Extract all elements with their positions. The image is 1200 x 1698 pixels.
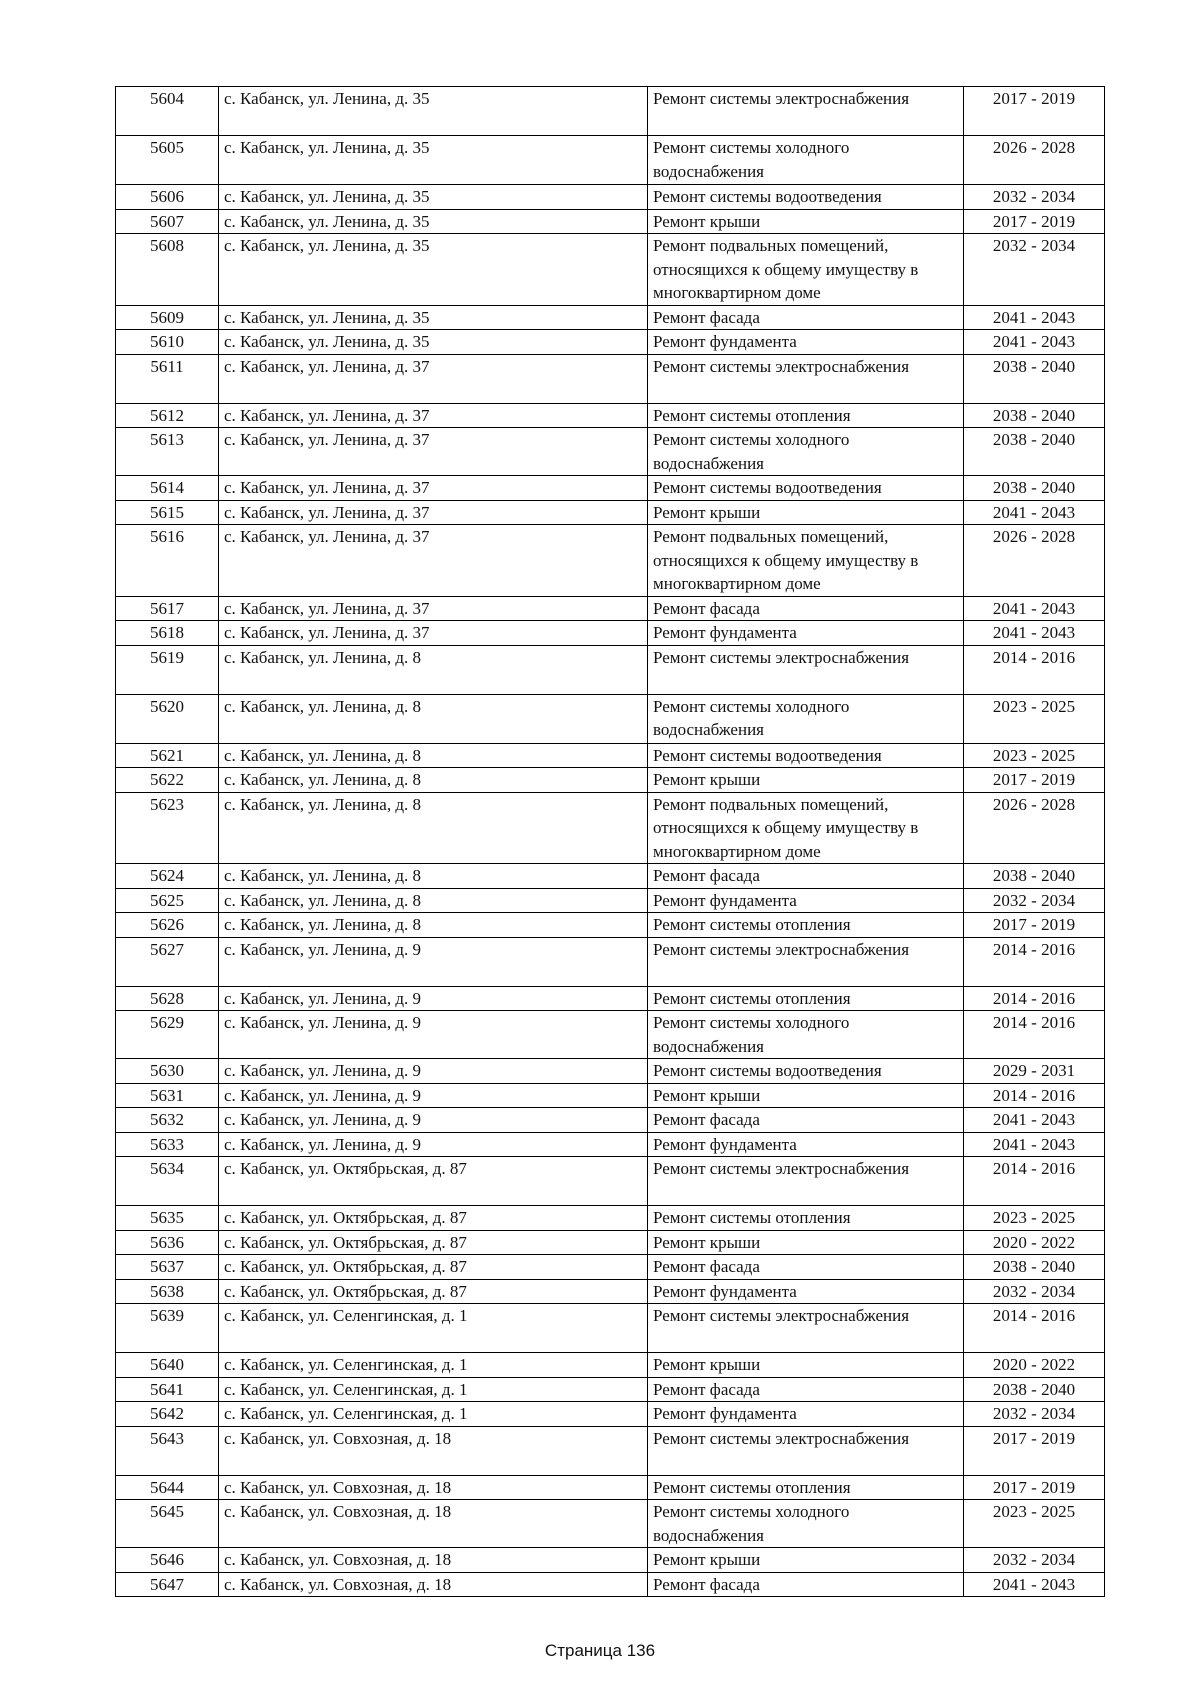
table-row [116,792,1105,864]
work-type-cell: Ремонт фасада [648,1572,964,1597]
work-type-cell: Ремонт системы холодного водоснабжения [648,428,964,476]
document-page [115,86,1104,1597]
row-number-cell: 5646 [116,1548,219,1573]
row-number-cell: 5617 [116,596,219,621]
table-row [116,888,1105,913]
row-number-cell: 5638 [116,1279,219,1304]
address-cell: с. Кабанск, ул. Ленина, д. 8 [219,888,648,913]
period-cell: 2038 - 2040 [964,864,1105,889]
table-row [116,1230,1105,1255]
work-type-cell: Ремонт крыши [648,768,964,793]
row-number-cell: 5629 [116,1011,219,1059]
work-type-cell: Ремонт крыши [648,1083,964,1108]
work-type-cell: Ремонт системы электроснабжения [648,1304,964,1353]
period-cell: 2032 - 2034 [964,185,1105,210]
row-number-cell: 5608 [116,234,219,306]
row-number-cell: 5604 [116,87,219,136]
work-type-cell: Ремонт системы холодного водоснабжения [648,1011,964,1059]
table-row [116,209,1105,234]
row-number-cell: 5645 [116,1500,219,1548]
work-type-cell: Ремонт крыши [648,1548,964,1573]
work-type-cell: Ремонт фундамента [648,1132,964,1157]
table-row [116,428,1105,476]
row-number-cell: 5622 [116,768,219,793]
row-number-cell: 5640 [116,1353,219,1378]
address-cell: с. Кабанск, ул. Ленина, д. 35 [219,136,648,185]
table-row [116,1548,1105,1573]
table-row [116,476,1105,501]
table-row [116,596,1105,621]
period-cell: 2014 - 2016 [964,1083,1105,1108]
period-cell: 2020 - 2022 [964,1230,1105,1255]
address-cell: с. Кабанск, ул. Ленина, д. 9 [219,937,648,986]
address-cell: с. Кабанск, ул. Ленина, д. 8 [219,864,648,889]
table-row [116,1304,1105,1353]
period-cell: 2023 - 2025 [964,743,1105,768]
row-number-cell: 5643 [116,1426,219,1475]
table-row [116,1083,1105,1108]
address-cell: с. Кабанск, ул. Совхозная, д. 18 [219,1500,648,1548]
address-cell: с. Кабанск, ул. Ленина, д. 37 [219,403,648,428]
period-cell: 2038 - 2040 [964,1255,1105,1280]
work-type-cell: Ремонт системы водоотведения [648,185,964,210]
work-type-cell: Ремонт системы холодного водоснабжения [648,694,964,743]
period-cell: 2014 - 2016 [964,986,1105,1011]
period-cell: 2026 - 2028 [964,525,1105,597]
work-type-cell: Ремонт системы отопления [648,1206,964,1231]
work-type-cell: Ремонт фасада [648,1377,964,1402]
address-cell: с. Кабанск, ул. Октябрьская, д. 87 [219,1206,648,1231]
work-type-cell: Ремонт системы холодного водоснабжения [648,1500,964,1548]
period-cell: 2014 - 2016 [964,937,1105,986]
address-cell: с. Кабанск, ул. Совхозная, д. 18 [219,1475,648,1500]
row-number-cell: 5632 [116,1108,219,1133]
address-cell: с. Кабанск, ул. Ленина, д. 9 [219,1011,648,1059]
row-number-cell: 5639 [116,1304,219,1353]
period-cell: 2041 - 2043 [964,330,1105,355]
work-type-cell: Ремонт системы отопления [648,913,964,938]
row-number-cell: 5623 [116,792,219,864]
period-cell: 2038 - 2040 [964,354,1105,403]
table-row [116,621,1105,646]
row-number-cell: 5626 [116,913,219,938]
table-row [116,1011,1105,1059]
row-number-cell: 5627 [116,937,219,986]
period-cell: 2038 - 2040 [964,403,1105,428]
table-row [116,87,1105,136]
table-row [116,864,1105,889]
row-number-cell: 5609 [116,305,219,330]
row-number-cell: 5607 [116,209,219,234]
work-type-cell: Ремонт системы электроснабжения [648,1157,964,1206]
address-cell: с. Кабанск, ул. Селенгинская, д. 1 [219,1353,648,1378]
table-row [116,185,1105,210]
address-cell: с. Кабанск, ул. Ленина, д. 9 [219,1083,648,1108]
table-body [116,87,1105,1597]
address-cell: с. Кабанск, ул. Октябрьская, д. 87 [219,1279,648,1304]
work-type-cell: Ремонт крыши [648,500,964,525]
address-cell: с. Кабанск, ул. Ленина, д. 35 [219,234,648,306]
row-number-cell: 5647 [116,1572,219,1597]
work-type-cell: Ремонт крыши [648,209,964,234]
period-cell: 2041 - 2043 [964,1108,1105,1133]
row-number-cell: 5624 [116,864,219,889]
row-number-cell: 5641 [116,1377,219,1402]
work-type-cell: Ремонт системы водоотведения [648,476,964,501]
period-cell: 2041 - 2043 [964,621,1105,646]
work-type-cell: Ремонт подвальных помещений, относящихся к общему имуществу в многоквартирном доме [648,234,964,306]
address-cell: с. Кабанск, ул. Ленина, д. 9 [219,1108,648,1133]
row-number-cell: 5616 [116,525,219,597]
work-type-cell: Ремонт фасада [648,596,964,621]
period-cell: 2038 - 2040 [964,476,1105,501]
row-number-cell: 5634 [116,1157,219,1206]
row-number-cell: 5619 [116,645,219,694]
address-cell: с. Кабанск, ул. Совхозная, д. 18 [219,1426,648,1475]
table-row [116,1500,1105,1548]
table-row [116,1426,1105,1475]
address-cell: с. Кабанск, ул. Совхозная, д. 18 [219,1572,648,1597]
period-cell: 2020 - 2022 [964,1353,1105,1378]
address-cell: с. Кабанск, ул. Ленина, д. 8 [219,694,648,743]
row-number-cell: 5621 [116,743,219,768]
work-type-cell: Ремонт системы отопления [648,986,964,1011]
row-number-cell: 5625 [116,888,219,913]
row-number-cell: 5612 [116,403,219,428]
table-row [116,1132,1105,1157]
table-row [116,694,1105,743]
period-cell: 2041 - 2043 [964,500,1105,525]
table-row [116,1255,1105,1280]
period-cell: 2023 - 2025 [964,694,1105,743]
address-cell: с. Кабанск, ул. Ленина, д. 37 [219,596,648,621]
period-cell: 2041 - 2043 [964,305,1105,330]
period-cell: 2029 - 2031 [964,1059,1105,1084]
work-type-cell: Ремонт системы водоотведения [648,743,964,768]
work-type-cell: Ремонт фундамента [648,330,964,355]
work-type-cell: Ремонт системы электроснабжения [648,87,964,136]
row-number-cell: 5613 [116,428,219,476]
address-cell: с. Кабанск, ул. Ленина, д. 37 [219,428,648,476]
address-cell: с. Кабанск, ул. Ленина, д. 35 [219,87,648,136]
period-cell: 2014 - 2016 [964,1304,1105,1353]
row-number-cell: 5618 [116,621,219,646]
row-number-cell: 5637 [116,1255,219,1280]
address-cell: с. Кабанск, ул. Ленина, д. 9 [219,1059,648,1084]
work-type-cell: Ремонт системы электроснабжения [648,354,964,403]
period-cell: 2014 - 2016 [964,1011,1105,1059]
address-cell: с. Кабанск, ул. Ленина, д. 37 [219,500,648,525]
table-row [116,500,1105,525]
page-number: Страница 136 [544,1641,656,1660]
period-cell: 2032 - 2034 [964,1402,1105,1427]
period-cell: 2026 - 2028 [964,792,1105,864]
table-row [116,1157,1105,1206]
address-cell: с. Кабанск, ул. Ленина, д. 9 [219,986,648,1011]
address-cell: с. Кабанск, ул. Ленина, д. 37 [219,476,648,501]
period-cell: 2017 - 2019 [964,87,1105,136]
row-number-cell: 5605 [116,136,219,185]
work-type-cell: Ремонт системы холодного водоснабжения [648,136,964,185]
table-row [116,1377,1105,1402]
work-type-cell: Ремонт системы электроснабжения [648,1426,964,1475]
period-cell: 2023 - 2025 [964,1206,1105,1231]
table-row [116,986,1105,1011]
address-cell: с. Кабанск, ул. Ленина, д. 35 [219,330,648,355]
address-cell: с. Кабанск, ул. Ленина, д. 35 [219,185,648,210]
period-cell: 2017 - 2019 [964,1475,1105,1500]
period-cell: 2017 - 2019 [964,768,1105,793]
period-cell: 2017 - 2019 [964,913,1105,938]
work-type-cell: Ремонт подвальных помещений, относящихся к общему имуществу в многоквартирном доме [648,525,964,597]
work-type-cell: Ремонт фасада [648,1255,964,1280]
work-type-cell: Ремонт крыши [648,1353,964,1378]
work-type-cell: Ремонт подвальных помещений, относящихся к общему имуществу в многоквартирном доме [648,792,964,864]
table-row [116,330,1105,355]
address-cell: с. Кабанск, ул. Ленина, д. 8 [219,913,648,938]
address-cell: с. Кабанск, ул. Ленина, д. 35 [219,305,648,330]
address-cell: с. Кабанск, ул. Совхозная, д. 18 [219,1548,648,1573]
table-row [116,234,1105,306]
row-number-cell: 5644 [116,1475,219,1500]
table-row [116,136,1105,185]
period-cell: 2041 - 2043 [964,1572,1105,1597]
work-type-cell: Ремонт системы электроснабжения [648,645,964,694]
address-cell: с. Кабанск, ул. Ленина, д. 9 [219,1132,648,1157]
work-type-cell: Ремонт фасада [648,305,964,330]
row-number-cell: 5633 [116,1132,219,1157]
row-number-cell: 5620 [116,694,219,743]
period-cell: 2032 - 2034 [964,1279,1105,1304]
address-cell: с. Кабанск, ул. Ленина, д. 8 [219,792,648,864]
table-row [116,768,1105,793]
work-type-cell: Ремонт крыши [648,1230,964,1255]
period-cell: 2041 - 2043 [964,596,1105,621]
table-row [116,937,1105,986]
row-number-cell: 5642 [116,1402,219,1427]
address-cell: с. Кабанск, ул. Селенгинская, д. 1 [219,1377,648,1402]
period-cell: 2038 - 2040 [964,1377,1105,1402]
period-cell: 2038 - 2040 [964,428,1105,476]
work-type-cell: Ремонт фундамента [648,1279,964,1304]
work-type-cell: Ремонт системы отопления [648,1475,964,1500]
table-row [116,645,1105,694]
address-cell: с. Кабанск, ул. Октябрьская, д. 87 [219,1157,648,1206]
address-cell: с. Кабанск, ул. Ленина, д. 37 [219,354,648,403]
row-number-cell: 5628 [116,986,219,1011]
table-row [116,1059,1105,1084]
address-cell: с. Кабанск, ул. Селенгинская, д. 1 [219,1304,648,1353]
table-row [116,1402,1105,1427]
repair-schedule-table [115,86,1105,1597]
address-cell: с. Кабанск, ул. Октябрьская, д. 87 [219,1230,648,1255]
row-number-cell: 5630 [116,1059,219,1084]
address-cell: с. Кабанск, ул. Ленина, д. 8 [219,743,648,768]
table-row [116,354,1105,403]
row-number-cell: 5636 [116,1230,219,1255]
period-cell: 2023 - 2025 [964,1500,1105,1548]
work-type-cell: Ремонт системы отопления [648,403,964,428]
row-number-cell: 5610 [116,330,219,355]
work-type-cell: Ремонт фундамента [648,621,964,646]
work-type-cell: Ремонт системы водоотведения [648,1059,964,1084]
address-cell: с. Кабанск, ул. Ленина, д. 8 [219,768,648,793]
address-cell: с. Кабанск, ул. Селенгинская, д. 1 [219,1402,648,1427]
work-type-cell: Ремонт системы электроснабжения [648,937,964,986]
table-row [116,913,1105,938]
table-row [116,743,1105,768]
row-number-cell: 5606 [116,185,219,210]
work-type-cell: Ремонт фасада [648,864,964,889]
address-cell: с. Кабанск, ул. Ленина, д. 37 [219,525,648,597]
period-cell: 2017 - 2019 [964,209,1105,234]
table-row [116,1206,1105,1231]
table-row [116,1475,1105,1500]
period-cell: 2014 - 2016 [964,1157,1105,1206]
period-cell: 2032 - 2034 [964,1548,1105,1573]
row-number-cell: 5615 [116,500,219,525]
table-row [116,305,1105,330]
row-number-cell: 5614 [116,476,219,501]
address-cell: с. Кабанск, ул. Октябрьская, д. 87 [219,1255,648,1280]
table-row [116,1353,1105,1378]
period-cell: 2026 - 2028 [964,136,1105,185]
period-cell: 2014 - 2016 [964,645,1105,694]
period-cell: 2041 - 2043 [964,1132,1105,1157]
address-cell: с. Кабанск, ул. Ленина, д. 35 [219,209,648,234]
work-type-cell: Ремонт фасада [648,1108,964,1133]
table-row [116,1279,1105,1304]
row-number-cell: 5631 [116,1083,219,1108]
table-row [116,403,1105,428]
period-cell: 2017 - 2019 [964,1426,1105,1475]
address-cell: с. Кабанск, ул. Ленина, д. 8 [219,645,648,694]
period-cell: 2032 - 2034 [964,234,1105,306]
address-cell: с. Кабанск, ул. Ленина, д. 37 [219,621,648,646]
table-row [116,1572,1105,1597]
table-row [116,1108,1105,1133]
table-row [116,525,1105,597]
work-type-cell: Ремонт фундамента [648,1402,964,1427]
row-number-cell: 5611 [116,354,219,403]
work-type-cell: Ремонт фундамента [648,888,964,913]
period-cell: 2032 - 2034 [964,888,1105,913]
row-number-cell: 5635 [116,1206,219,1231]
